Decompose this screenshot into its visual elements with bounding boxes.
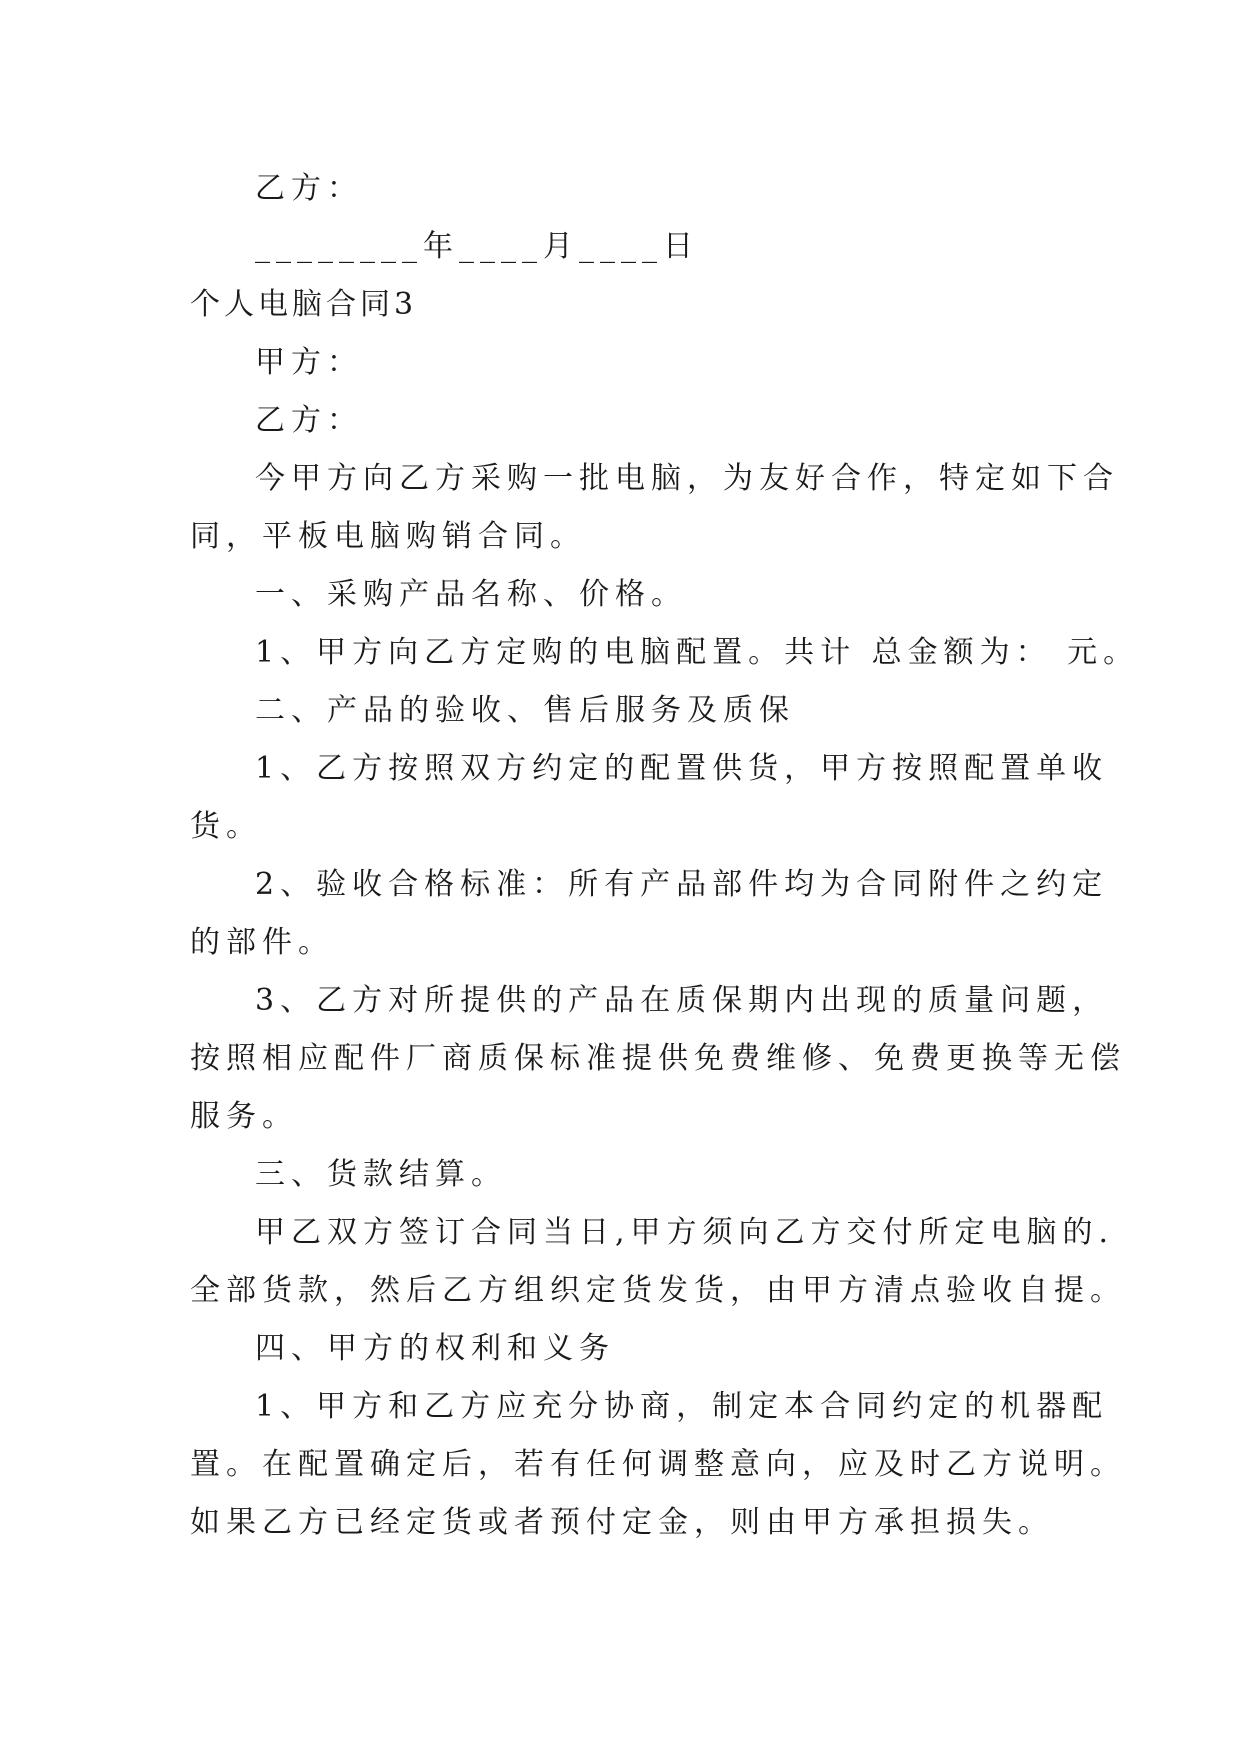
clause-line: 1、甲方和乙方应充分协商，制定本合同约定的机器配: [255, 1389, 1109, 1424]
section-heading: 一、采购产品名称、价格。: [255, 577, 687, 612]
clause-line: 如果乙方已经定货或者预付定金，则由甲方承担损失。: [190, 1505, 1054, 1540]
clause-line: 的部件。: [190, 925, 334, 960]
clause-line: 货。: [190, 809, 262, 844]
section-heading: 四、甲方的权利和义务: [255, 1331, 615, 1366]
contract-title: 个人电脑合同3: [190, 287, 418, 322]
date-line: ________年____月____日: [255, 229, 699, 264]
intro-paragraph-line: 同，平板电脑购销合同。: [190, 519, 586, 554]
clause-line: 按照相应配件厂商质保标准提供免费维修、免费更换等无偿: [190, 1041, 1126, 1076]
section-heading: 三、货款结算。: [255, 1157, 507, 1192]
party-b-signature-label: 乙方：: [255, 171, 363, 206]
clause-line: 1、乙方按照双方约定的配置供货，甲方按照配置单收: [255, 751, 1109, 786]
clause-line: 全部货款，然后乙方组织定货发货，由甲方清点验收自提。: [190, 1273, 1126, 1308]
intro-paragraph-line: 今甲方向乙方采购一批电脑，为友好合作，特定如下合: [255, 461, 1119, 496]
clause-line: 服务。: [190, 1099, 298, 1134]
clause-line: 3、乙方对所提供的产品在质保期内出现的质量问题，: [255, 983, 1109, 1018]
clause-line: 甲乙双方签订合同当日,甲方须向乙方交付所定电脑的.: [255, 1215, 1115, 1250]
clause-line: 2、验收合格标准：所有产品部件均为合同附件之约定: [255, 867, 1109, 902]
clause-line: 置。在配置确定后，若有任何调整意向，应及时乙方说明。: [190, 1447, 1126, 1482]
clause-line: 1、甲方向乙方定购的电脑配置。共计 总金额为： 元。: [255, 635, 1140, 670]
document-body: [190, 160, 1140, 1552]
section-heading: 二、产品的验收、售后服务及质保: [255, 693, 795, 728]
party-b-label: 乙方：: [255, 403, 363, 438]
party-a-label: 甲方：: [255, 345, 363, 380]
